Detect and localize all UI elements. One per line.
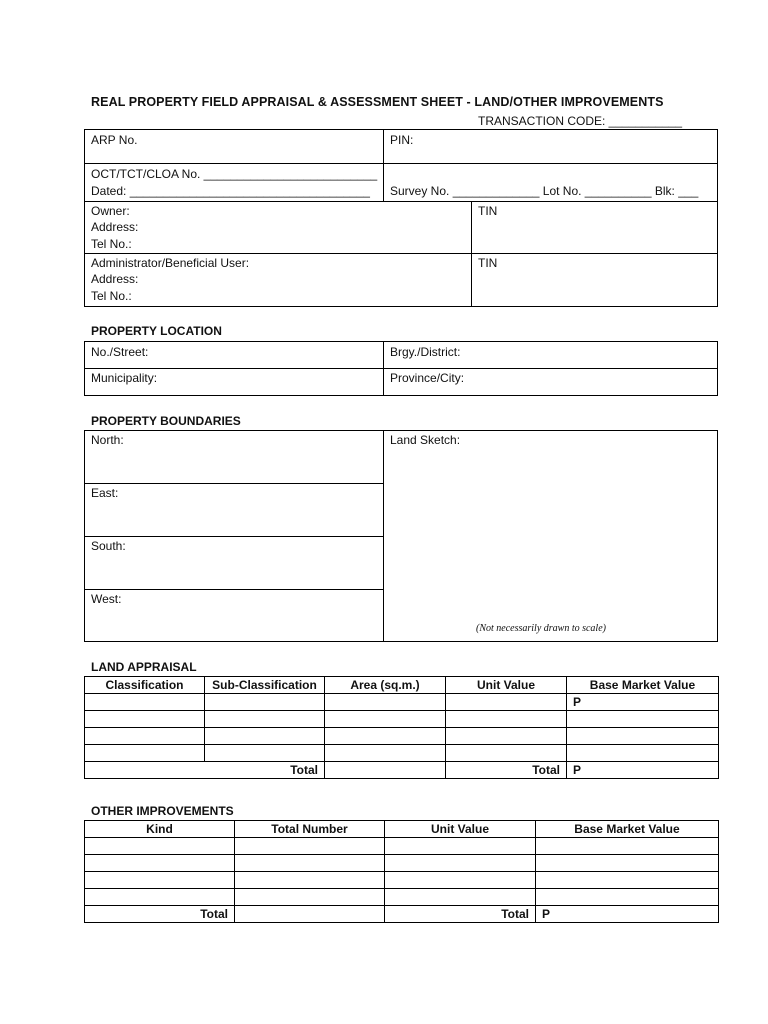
table-cell[interactable] [536, 872, 719, 889]
east-boundary-field[interactable]: East: [91, 486, 119, 500]
table-row [85, 872, 719, 889]
column-header: Kind [85, 821, 235, 838]
total-market-value-cell[interactable]: P [536, 906, 719, 923]
table-cell[interactable] [385, 838, 536, 855]
property-boundaries-heading: PROPERTY BOUNDARIES [91, 414, 241, 428]
table-cell[interactable] [385, 855, 536, 872]
table-cell[interactable] [85, 855, 235, 872]
table-cell[interactable] [325, 728, 446, 745]
table-row [85, 838, 719, 855]
property-location-heading: PROPERTY LOCATION [91, 324, 222, 338]
table-row [85, 855, 719, 872]
administrator-field[interactable]: Administrator/Beneficial User: [91, 256, 250, 270]
table-cell[interactable] [85, 838, 235, 855]
table-cell[interactable] [205, 694, 325, 711]
municipality-field[interactable]: Municipality: [91, 371, 158, 385]
table-cell[interactable] [536, 855, 719, 872]
table-cell[interactable] [385, 889, 536, 906]
owner-tel-field[interactable]: Tel No.: [91, 237, 132, 251]
table-cell[interactable] [325, 745, 446, 762]
table-cell[interactable] [235, 872, 385, 889]
owner-field[interactable]: Owner: [91, 204, 130, 218]
table-header-row [85, 677, 719, 694]
table-cell[interactable] [205, 745, 325, 762]
administrator-tel-field[interactable]: Tel No.: [91, 289, 132, 303]
column-header: Classification [85, 677, 205, 694]
administrator-address-field[interactable]: Address: [91, 272, 139, 286]
transaction-code-field[interactable]: TRANSACTION CODE: ___________ [478, 114, 683, 128]
table-cell[interactable] [235, 838, 385, 855]
table-cell[interactable] [85, 711, 205, 728]
owner-address-field[interactable]: Address: [91, 220, 139, 234]
table-row [85, 694, 719, 711]
table-cell[interactable] [235, 889, 385, 906]
table-cell[interactable] [325, 711, 446, 728]
pin-field[interactable]: PIN: [390, 133, 414, 147]
scale-note: (Not necessarily drawn to scale) [476, 623, 606, 634]
table-cell[interactable] [85, 889, 235, 906]
table-cell[interactable] [446, 728, 567, 745]
north-boundary-field[interactable]: North: [91, 433, 124, 447]
table-cell[interactable] [85, 728, 205, 745]
owner-tin-field[interactable]: TIN [478, 204, 498, 218]
survey-lot-blk-field[interactable]: Survey No. _____________ Lot No. __________ Blk: ___ [390, 184, 699, 198]
total-area-cell[interactable] [325, 762, 446, 779]
divider [383, 341, 384, 396]
identification-box [84, 129, 718, 307]
table-cell[interactable] [85, 872, 235, 889]
total-label: Total [446, 762, 567, 779]
divider [84, 253, 718, 254]
table-row [85, 889, 719, 906]
divider [84, 201, 718, 202]
column-header: Total Number [235, 821, 385, 838]
land-sketch-area[interactable]: Land Sketch: [390, 433, 461, 447]
divider [84, 589, 384, 590]
table-cell[interactable]: P [567, 694, 719, 711]
south-boundary-field[interactable]: South: [91, 539, 126, 553]
column-header: Area (sq.m.) [325, 677, 446, 694]
total-label: Total [85, 762, 325, 779]
form-title: REAL PROPERTY FIELD APPRAISAL & ASSESSMENT SHEET - LAND/OTHER IMPROVEMENTS [91, 95, 664, 109]
oct-tct-cloa-field[interactable]: OCT/TCT/CLOA No. __________________________ [91, 167, 378, 181]
column-header: Base Market Value [567, 677, 719, 694]
table-cell[interactable] [536, 838, 719, 855]
arp-no-field[interactable]: ARP No. [91, 133, 138, 147]
table-cell[interactable] [567, 711, 719, 728]
other-improvements-table [84, 820, 719, 923]
table-cell[interactable] [205, 728, 325, 745]
table-cell[interactable] [205, 711, 325, 728]
table-row [85, 728, 719, 745]
column-header: Unit Value [385, 821, 536, 838]
divider [84, 163, 718, 164]
divider [84, 536, 384, 537]
province-city-field[interactable]: Province/City: [390, 371, 465, 385]
table-cell[interactable] [567, 745, 719, 762]
column-header: Unit Value [446, 677, 567, 694]
dated-field[interactable]: Dated: ____________________________________ [91, 184, 370, 198]
table-cell[interactable] [446, 694, 567, 711]
table-row [85, 711, 719, 728]
street-field[interactable]: No./Street: [91, 345, 149, 359]
barangay-district-field[interactable]: Brgy./District: [390, 345, 461, 359]
administrator-tin-field[interactable]: TIN [478, 256, 498, 270]
table-cell[interactable] [325, 694, 446, 711]
table-cell[interactable] [85, 745, 205, 762]
table-cell[interactable] [446, 711, 567, 728]
column-header: Sub-Classification [205, 677, 325, 694]
land-appraisal-table [84, 676, 719, 779]
west-boundary-field[interactable]: West: [91, 592, 122, 606]
table-cell[interactable] [567, 728, 719, 745]
column-header: Base Market Value [536, 821, 719, 838]
table-cell[interactable] [385, 872, 536, 889]
table-row [85, 745, 719, 762]
total-market-value-cell[interactable]: P [567, 762, 719, 779]
divider [84, 368, 718, 369]
total-label: Total [85, 906, 235, 923]
table-cell[interactable] [536, 889, 719, 906]
divider [84, 483, 384, 484]
table-header-row [85, 821, 719, 838]
divider [471, 201, 472, 307]
land-appraisal-heading: LAND APPRAISAL [91, 660, 197, 674]
total-row [85, 906, 719, 923]
table-cell[interactable] [85, 694, 205, 711]
divider [383, 129, 384, 201]
total-number-cell[interactable] [235, 906, 385, 923]
table-cell[interactable] [235, 855, 385, 872]
other-improvements-heading: OTHER IMPROVEMENTS [91, 804, 234, 818]
total-row [85, 762, 719, 779]
table-cell[interactable] [446, 745, 567, 762]
total-label: Total [385, 906, 536, 923]
